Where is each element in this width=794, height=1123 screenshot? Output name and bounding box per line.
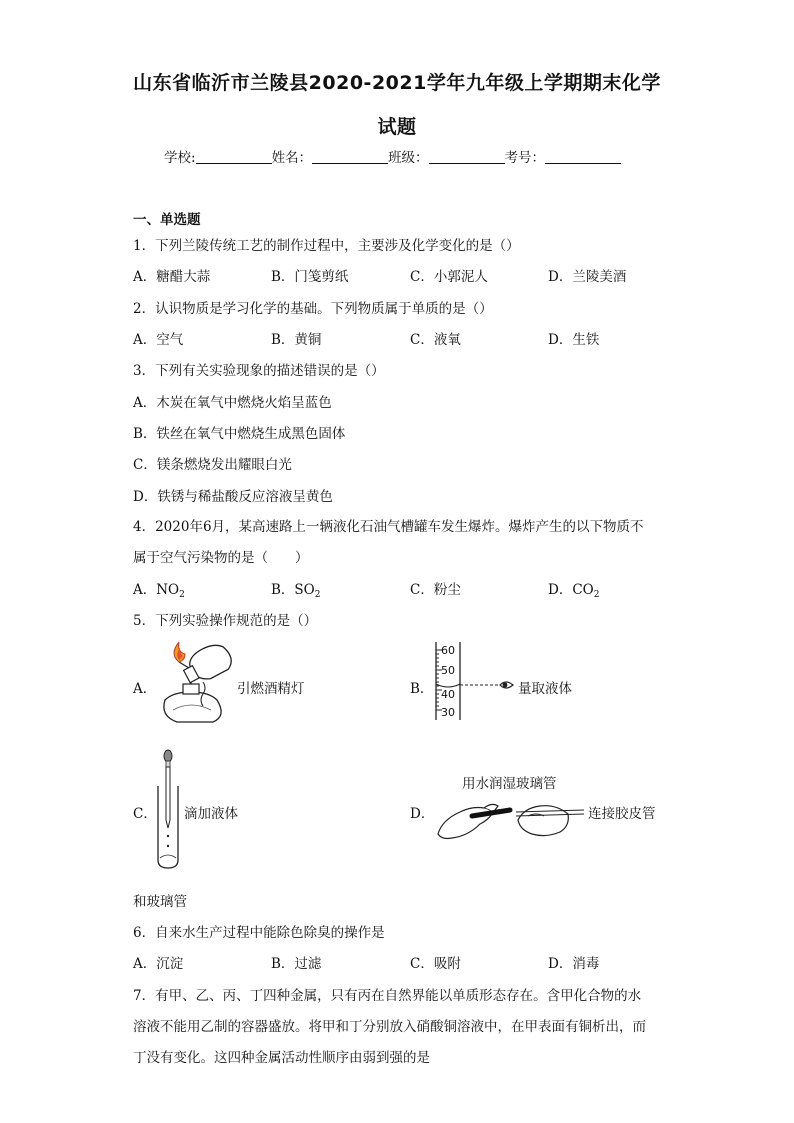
eye-icon bbox=[500, 682, 513, 688]
q3-option-a: A．木炭在氧气中燃烧火焰呈蓝色 bbox=[133, 395, 332, 411]
q3-option-c: C．镁条燃烧发出耀眼白光 bbox=[133, 457, 292, 473]
glass-tube-hose-illustration bbox=[432, 790, 588, 842]
q6-option-b: B．过滤 bbox=[271, 956, 322, 972]
question-1-stem: 1．下列兰陵传统工艺的制作过程中，主要涉及化学变化的是（） bbox=[133, 238, 520, 254]
page-title: 山东省临沂市兰陵县2020-2021学年九年级上学期期末化学 bbox=[133, 72, 661, 94]
q4-option-b bbox=[271, 578, 320, 600]
q5-option-a-label: A． bbox=[133, 681, 157, 697]
q2-option-a: A．空气 bbox=[133, 332, 184, 348]
q4-option-a-sub: 2 bbox=[179, 590, 185, 600]
question-7-stem-line1: 7．有甲、乙、丙、丁四种金属，只有丙在自然界能以单质形态存在。含甲化合物的水 bbox=[133, 988, 642, 1004]
q1-option-b: B．门笺剪纸 bbox=[271, 269, 349, 285]
cylinder-tick-60: 60 bbox=[441, 644, 455, 657]
q4-option-d-sub: 2 bbox=[593, 590, 600, 600]
name-label: 姓名： bbox=[271, 150, 313, 166]
page-title-line2: 试题 bbox=[377, 116, 417, 138]
question-4-stem-line2: 属于空气污染物的是（ ） bbox=[133, 550, 309, 566]
name-blank[interactable] bbox=[312, 149, 388, 164]
q3-option-d: D．铁锈与稀盐酸反应溶液呈黄色 bbox=[133, 489, 333, 505]
q5-option-b-caption: 量取液体 bbox=[518, 681, 572, 697]
school-label: 学校: bbox=[164, 150, 196, 166]
question-3-stem: 3．下列有关实验现象的描述错误的是（） bbox=[133, 363, 385, 379]
q5-option-d-label: D． bbox=[410, 806, 435, 822]
q2-option-b: B．黄铜 bbox=[271, 332, 322, 348]
q5-option-c-caption: 滴加液体 bbox=[184, 806, 238, 822]
q5-option-a-caption: 引燃酒精灯 bbox=[237, 681, 305, 697]
q4-option-b-text: B．SO bbox=[271, 582, 315, 598]
question-7-stem-line3: 丁没有变化。这四种金属活动性顺序由弱到强的是 bbox=[133, 1050, 430, 1066]
q1-option-a: A．糖醋大蒜 bbox=[133, 269, 211, 285]
q1-option-d: D．兰陵美酒 bbox=[548, 269, 627, 285]
class-label: 班级： bbox=[388, 150, 429, 166]
q4-option-b-sub: 2 bbox=[314, 590, 321, 600]
question-5-stem: 5．下列实验操作规范的是（） bbox=[133, 613, 318, 629]
graduated-cylinder-illustration bbox=[430, 640, 520, 722]
q4-option-c: C．粉尘 bbox=[410, 582, 461, 598]
dropper-test-tube-illustration bbox=[150, 748, 184, 870]
q6-option-c: C．吸附 bbox=[410, 956, 461, 972]
q4-option-d-text: D．CO bbox=[548, 582, 594, 598]
q5-option-c-label: C． bbox=[133, 806, 157, 822]
q1-option-c: C．小郭泥人 bbox=[410, 269, 488, 285]
school-blank[interactable] bbox=[196, 149, 272, 164]
cylinder-tick-50: 50 bbox=[441, 664, 455, 677]
number-label: 考号： bbox=[504, 150, 546, 166]
q5-option-d-right-caption: 连接胶皮管 bbox=[588, 806, 656, 822]
q3-option-b: B．铁丝在氧气中燃烧生成黑色固体 bbox=[133, 426, 346, 442]
cylinder-tick-40: 40 bbox=[441, 688, 455, 701]
q4-option-a-text: A．NO bbox=[133, 582, 180, 598]
q5-option-d-wrap-text: 和玻璃管 bbox=[133, 894, 187, 910]
q6-option-d: D．消毒 bbox=[548, 956, 600, 972]
q6-option-a: A．沉淀 bbox=[133, 956, 184, 972]
question-7-stem-line2: 溶液不能用乙制的容器盛放。将甲和丁分别放入硝酸铜溶液中，在甲表面有铜析出，而 bbox=[133, 1019, 646, 1035]
q5-option-d-top-caption: 用水润湿玻璃管 bbox=[462, 776, 557, 792]
alcohol-lamp-ignite-illustration bbox=[155, 640, 239, 726]
q2-option-d: D．生铁 bbox=[548, 332, 600, 348]
question-6-stem: 6．自来水生产过程中能除色除臭的操作是 bbox=[133, 925, 385, 941]
question-2-stem: 2．认识物质是学习化学的基础。下列物质属于单质的是（） bbox=[133, 301, 493, 317]
number-blank[interactable] bbox=[545, 149, 621, 164]
q4-option-a bbox=[133, 578, 185, 600]
q4-option-d bbox=[548, 578, 599, 600]
cylinder-tick-30: 30 bbox=[441, 706, 455, 719]
section-header: 一、单选题 bbox=[133, 212, 201, 228]
question-4-stem-line1: 4．2020年6月，某高速路上一辆液化石油气槽罐车发生爆炸。爆炸产生的以下物质不 bbox=[133, 519, 644, 535]
q2-option-c: C．液氧 bbox=[410, 332, 461, 348]
student-info-line bbox=[164, 146, 621, 166]
q5-option-b-label: B． bbox=[410, 681, 434, 697]
class-blank[interactable] bbox=[429, 149, 505, 164]
